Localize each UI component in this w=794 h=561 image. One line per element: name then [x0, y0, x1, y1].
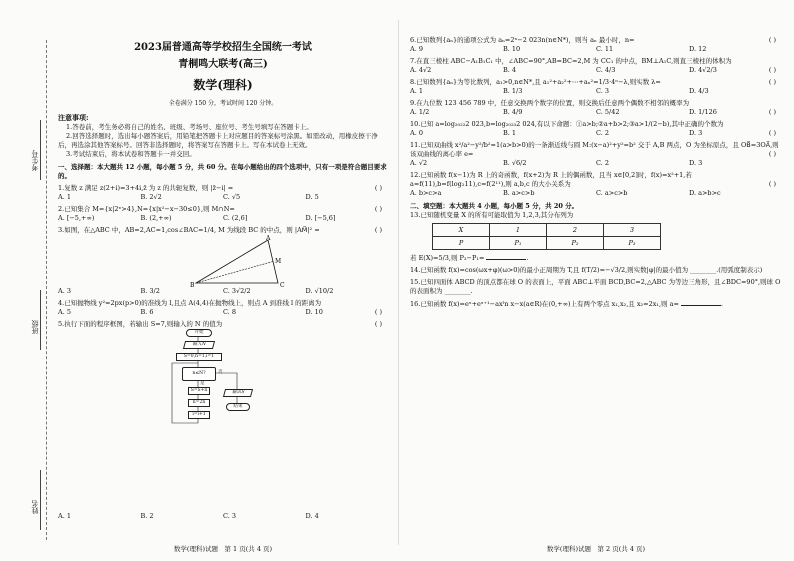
option: A. 3	[58, 287, 71, 295]
note-item: 3.考试结束后，将本试卷和答题卡一并交回。	[66, 150, 196, 158]
flow-end: 结束	[226, 403, 250, 411]
flow-input: 输入N	[183, 341, 215, 349]
option: B. 2√2	[140, 193, 162, 201]
question-7-options	[410, 66, 782, 75]
side-label-class: 班级	[31, 320, 39, 334]
question-text: 1.复数 z 满足 z(2+i)=3+4i,z̄ 为 z 的共轭复数，则 |z̄−i| =	[58, 184, 234, 192]
question-text: 10.已知 a=log₂₀₂₂2 023,b=log₂₀₂₃2 024,有以下命题：①a>b;②a+b>2;③a>1/(2−b),其中正确的个数为	[410, 120, 724, 128]
question-text: 2.已知集合 M={x|2ˣ>4},N={x|x²−x−30≤0},则 M∩N=	[58, 205, 235, 213]
option: C. 4/3	[596, 66, 616, 74]
option: B. 4/9	[503, 108, 523, 116]
question-9-options	[410, 108, 782, 117]
notes-heading: 注意事项:	[58, 113, 89, 122]
question-2-options	[58, 214, 388, 223]
page-footer: 数学(理科)试题 第 2 页(共 4 页)	[546, 545, 646, 553]
option: C. 11	[596, 45, 614, 53]
question-text: 14.已知函数 f(x)=cos(ωx+φ)(ω>0)的最小正周期为 T,且 f(T/2)=−√3/2,则实数|φ|的最小值为 ________.(用弧度制表示)	[410, 266, 763, 274]
option: C. 5/42	[596, 108, 620, 116]
option: D. 4√2/3	[689, 66, 717, 74]
option: D. a>b>c	[689, 189, 721, 197]
question-text: 8.已知数列{aₙ}为等比数列，a₁>0,n∈N*,且 a₁²+a₂²+⋯+aₙ²=1/3·4ⁿ−λ,则实数 λ=	[410, 78, 661, 86]
table-cell: P₂	[547, 237, 604, 250]
answer-paren: ( )	[768, 36, 776, 44]
option: D. 12	[689, 45, 707, 53]
option: D. √10/2	[305, 287, 334, 295]
flow-step-2: n=2n	[188, 399, 210, 407]
table-cell: P₃	[604, 237, 661, 250]
option: B. 6	[140, 308, 154, 316]
option: A. b>c>a	[410, 189, 442, 197]
option: B. (2,+∞)	[140, 214, 172, 222]
question-text: 15.已知四面体 ABCD 的顶点都在球 O 的表面上，平面 ABC⊥平面 BCD,BC=2,△ABC 为等边三角形，且∠BDC=90°,则球 O 的表面积为 ________.	[410, 278, 781, 295]
option: D. 3	[689, 129, 703, 137]
option: B. 1	[503, 129, 517, 137]
answer-paren: ( )	[768, 150, 776, 158]
exam-title: 2023届普通高等学校招生全国统一考试	[134, 42, 312, 53]
side-label-candidate-number: 考生号	[31, 150, 39, 171]
question-8-options	[410, 87, 782, 96]
option: D. 4/3	[689, 87, 709, 95]
note-item: 1.答卷前，考生务必将自己的姓名、班级、考场号、座位号、考生号填写在答题卡上。	[66, 123, 313, 131]
subject-title: 数学(理科)	[193, 78, 253, 92]
label-B: B	[190, 282, 195, 289]
question-12-options	[410, 189, 782, 198]
question-text: 若 E(X)=5/3,则 P₃−P₁=	[410, 254, 485, 262]
side-fill-line	[40, 290, 41, 350]
option: A. 5	[58, 308, 71, 316]
question-text: 6.已知数列{aₙ}的通项公式为 aₙ=2ⁿ−2 023n(n∈N*)，则当 aₙ 最小时，n=	[410, 36, 635, 44]
option: A. 4√2	[410, 66, 432, 74]
section-heading: 二、填空题：本大题共 4 小题，每小题 5 分，共 20 分。	[410, 202, 579, 210]
question-text: 13.已知随机变量 X 的所有可能取值为 1,2,3,其分布列为	[410, 211, 574, 219]
table-row	[433, 237, 661, 250]
option: C. 8	[223, 308, 237, 316]
option: A. 1	[58, 512, 71, 520]
triangle-figure	[188, 235, 288, 290]
answer-paren: ( )	[374, 308, 382, 316]
question-text: 5.执行下面的程序框图，若输出 S=7,则输入的 N 的值为	[58, 320, 223, 328]
option: B. 2	[140, 512, 154, 520]
table-cell: 1	[490, 224, 547, 237]
question-11	[410, 141, 782, 159]
question-8	[410, 78, 782, 87]
option: C. 3	[596, 87, 610, 95]
option: A. [−5,+∞)	[58, 214, 95, 222]
question-text: 16.已知函数 f(x)=eˣ+eˣ⁺¹−axˡn x−x(a∈R)在(0,+∞)上有两个零点 x₁,x₂,且 x₂=2x₁,则 a=	[410, 300, 679, 308]
question-text: 12.已知函数 f(x−1)为 R 上的奇函数，f(x+2)为 R 上的偶函数，且当 x∈[0,2]时，f(x)=x²+1,若 a=f(11),b=f(log₂11),c=f(2¹¹),则 a,b,c 的大小关系为	[410, 171, 692, 188]
answer-paren: ( )	[768, 180, 776, 188]
answer-paren: ( )	[768, 108, 776, 116]
question-10-options	[410, 129, 782, 138]
option: C. √5	[223, 193, 241, 201]
option: C. 2	[596, 129, 610, 137]
option: A. 1	[410, 87, 423, 95]
section-heading: 一、选择题：本大题共 12 小题，每小题 5 分，共 60 分。在每小题给出的四个选项中，只有一项是符合题目要求的。	[58, 163, 387, 180]
side-label-name: 姓名	[31, 500, 39, 514]
table-cell: X	[433, 224, 490, 237]
option: C. 2	[596, 159, 610, 167]
answer-blank[interactable]	[681, 299, 721, 306]
score-info: 全卷满分 150 分，考试时间 120 分钟。	[168, 100, 278, 107]
answer-paren: ( )	[768, 129, 776, 137]
answer-blank[interactable]	[486, 253, 526, 260]
answer-paren: ( )	[374, 205, 382, 213]
question-2	[58, 205, 388, 214]
option: A. 9	[410, 45, 423, 53]
question-text: 4.已知抛物线 y²=2px(p>0)的准线为 l,且点 A(4,4)在抛物线上，则点 A 到准线 l 的距离为	[58, 299, 322, 307]
question-text: 11.已知双曲线 x²/a²−y²/b²=1(a>b>0)的一条渐近线与圆 M:(x−a)²+y²=b² 交于 A,B 两点，O 为坐标原点，且 OB⃗=3OA⃗,则该双曲线的离心率 e=	[410, 141, 779, 158]
answer-paren: ( )	[374, 320, 382, 328]
table-cell: P	[433, 237, 490, 250]
question-13	[410, 211, 782, 220]
binding-line	[46, 40, 47, 540]
note-item: 2.回答选择题时，选出每小题答案后，用铅笔把答题卡上对应题目的答案标号涂黑。如需改动，用橡皮擦干净后，再选涂其他答案标号。回答非选择题时，将答案写在答题卡上。写在本试卷上无效。	[58, 132, 378, 149]
question-13-tail: 若 E(X)=5/3,则 P₃−P₁= .	[410, 254, 529, 262]
option: B. 10	[503, 45, 521, 53]
question-12	[410, 171, 782, 189]
label-M: M	[275, 258, 282, 265]
flow-no-label: 否	[218, 370, 223, 375]
option: B. 3/2	[140, 287, 160, 295]
flow-arrows	[168, 329, 258, 429]
option: D. 5	[305, 193, 319, 201]
option: A. √2	[410, 159, 428, 167]
side-fill-line	[40, 470, 41, 530]
option: A. 1	[58, 193, 71, 201]
option: A. 0	[410, 129, 423, 137]
answer-paren: ( )	[768, 66, 776, 74]
page-1	[58, 0, 388, 561]
option: B. 1/3	[503, 87, 523, 95]
option: C. 3√2/2	[223, 287, 251, 295]
flow-output: 输出S	[223, 389, 253, 397]
label-C: C	[280, 282, 285, 289]
option: B. a>c>b	[503, 189, 535, 197]
question-6-options	[410, 45, 782, 54]
question-1-options	[58, 193, 388, 202]
flow-init: S=0,n=1,i=1	[176, 353, 222, 361]
table-cell: 2	[547, 224, 604, 237]
question-5-options	[58, 512, 388, 521]
option: D. 3	[689, 159, 703, 167]
answer-paren: ( )	[374, 226, 382, 234]
question-15	[410, 278, 782, 296]
answer-paren: ( )	[374, 184, 382, 192]
question-text: 9.在九位数 123 456 789 中，任意交换两个数字的位置，则交换后任意两个偶数不相邻的概率为	[410, 99, 690, 107]
side-fill-line	[40, 120, 41, 180]
question-1	[58, 184, 388, 193]
flow-yes-label: 是	[200, 381, 205, 386]
option: D. [−5,6]	[305, 214, 336, 222]
flowchart	[168, 329, 258, 459]
distribution-table	[432, 223, 661, 250]
flow-step-3: i=i+1	[188, 411, 210, 419]
option: D. 1/126	[689, 108, 717, 116]
label-A: A	[266, 235, 271, 242]
question-5	[58, 320, 388, 329]
table-row	[433, 224, 661, 237]
question-14	[410, 266, 782, 275]
page-gutter	[398, 20, 399, 545]
option: D. 10	[305, 308, 323, 316]
flow-condition: n≤N?	[182, 367, 216, 381]
question-6	[410, 36, 782, 45]
table-cell: 3	[604, 224, 661, 237]
question-11-options	[410, 159, 782, 168]
option: A. 1/2	[410, 108, 430, 116]
question-3-figure-area	[58, 235, 388, 287]
question-4-options	[58, 308, 388, 317]
flow-step-1: S=S+n	[188, 387, 210, 395]
flow-start: 开始	[186, 329, 212, 337]
table-cell: P₁	[490, 237, 547, 250]
option: C. (2,6]	[223, 214, 248, 222]
question-16: 16.已知函数 f(x)=eˣ+eˣ⁺¹−axˡn x−x(a∈R)在(0,+∞)上有两个零点 x₁,x₂,且 x₂=2x₁,则 a= .	[410, 300, 724, 308]
page-footer: 数学(理科)试题 第 1 页(共 4 页)	[173, 545, 273, 553]
answer-paren: ( )	[768, 78, 776, 86]
page-2	[410, 36, 782, 561]
question-text: 3.如图，在△ABC 中，AB=2,AC=1,cos∠BAC=1/4, M 为线段 BC 的中点，则 |AM⃗|² =	[58, 226, 320, 234]
option: B. √6/2	[503, 159, 527, 167]
option: D. 4	[305, 512, 319, 520]
exam-subtitle: 青桐鸣大联考(高三)	[178, 59, 268, 70]
option: C. a>c>b	[596, 189, 628, 197]
option: B. 4	[503, 66, 517, 74]
question-3	[58, 226, 388, 235]
question-text: 7.在直三棱柱 ABC−A₁B₁C₁ 中，∠ABC=90°,AB=BC=2,M 为 CC₁ 的中点，BM⊥A₁C,则直三棱柱的体积为	[410, 57, 732, 65]
option: C. 3	[223, 512, 237, 520]
